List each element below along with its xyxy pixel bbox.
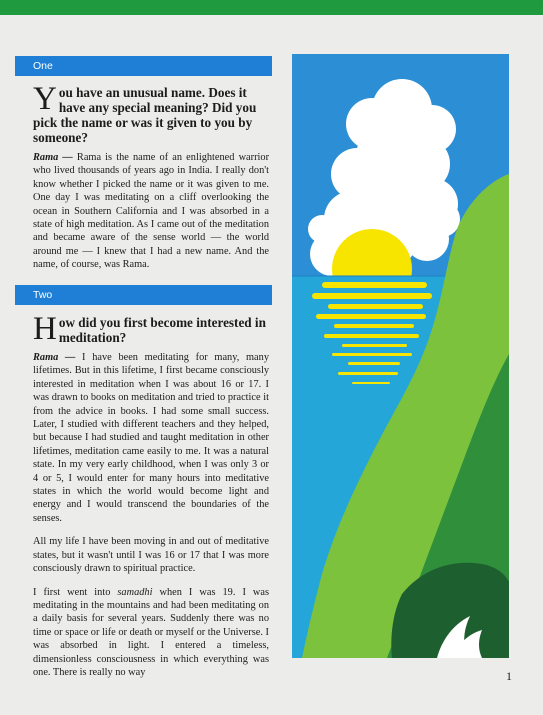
question-two: How did you first become interested in meditation?	[33, 311, 266, 347]
section-one	[33, 81, 270, 272]
top-green-bar	[0, 0, 543, 15]
section-two-header: Two	[15, 285, 272, 305]
answer-paragraph: Rama — I have been meditating for many, many lifetimes. But in this lifetime, I first became consciously interested in meditation when I was about 16 or 17. I was drawn to books on meditation and tried to practice it from the advice in books. I had some small success. Later, I studied with different teachers and they helped, but because I had studied and taught meditation in other lifetimes, meditation came easily to me. It was a natural state. In my very early childhood, when I was only 3 or 4 or 5, I would enter for many hours into meditative states in which the world would become light and energy and I would transcend the boundaries of the senses.	[33, 352, 269, 524]
answer-paragraph: All my life I have been moving in and out of meditative states, but it wasn't until I was 16 or 17 that I was more consciously drawn to spiritual practice.	[33, 536, 269, 575]
answer-paragraph: Rama — Rama is the name of an enlightened warrior who lived thousands of years ago in India. I really don't know whether I picked the name or it was given to me. One day I was meditating on a cliff overlooking the ocean in Southern California and I was absorbed in a state of high meditation. As I came out of the meditation and became aware of the sense world — the world around me — I knew that I had a new name. And the name, of course, was Rama.	[33, 152, 270, 271]
speaker-label: Rama —	[33, 152, 73, 163]
drop-cap: Y	[33, 81, 57, 117]
page-number: 1	[506, 669, 512, 683]
ocean-cliff-illustration	[292, 54, 509, 658]
section-one-header: One	[15, 56, 272, 76]
question-one: You have an unusual name. Does it have any special meaning? Did you pick the name or was it given to you by someone?	[33, 81, 257, 145]
drop-cap: H	[33, 311, 57, 347]
speaker-label: Rama —	[33, 352, 76, 363]
section-two	[33, 311, 269, 679]
answer-paragraph: I first went into samadhi when I was 19. I was meditating in the mountains and had been meditating on a daily basis for several years. Suddenly there was no time or space or life or death or myself or the Universe. I was absorbed in light. I entered a timeless, dimensionless consciousness in which everything was one. There is really no way	[33, 586, 269, 678]
